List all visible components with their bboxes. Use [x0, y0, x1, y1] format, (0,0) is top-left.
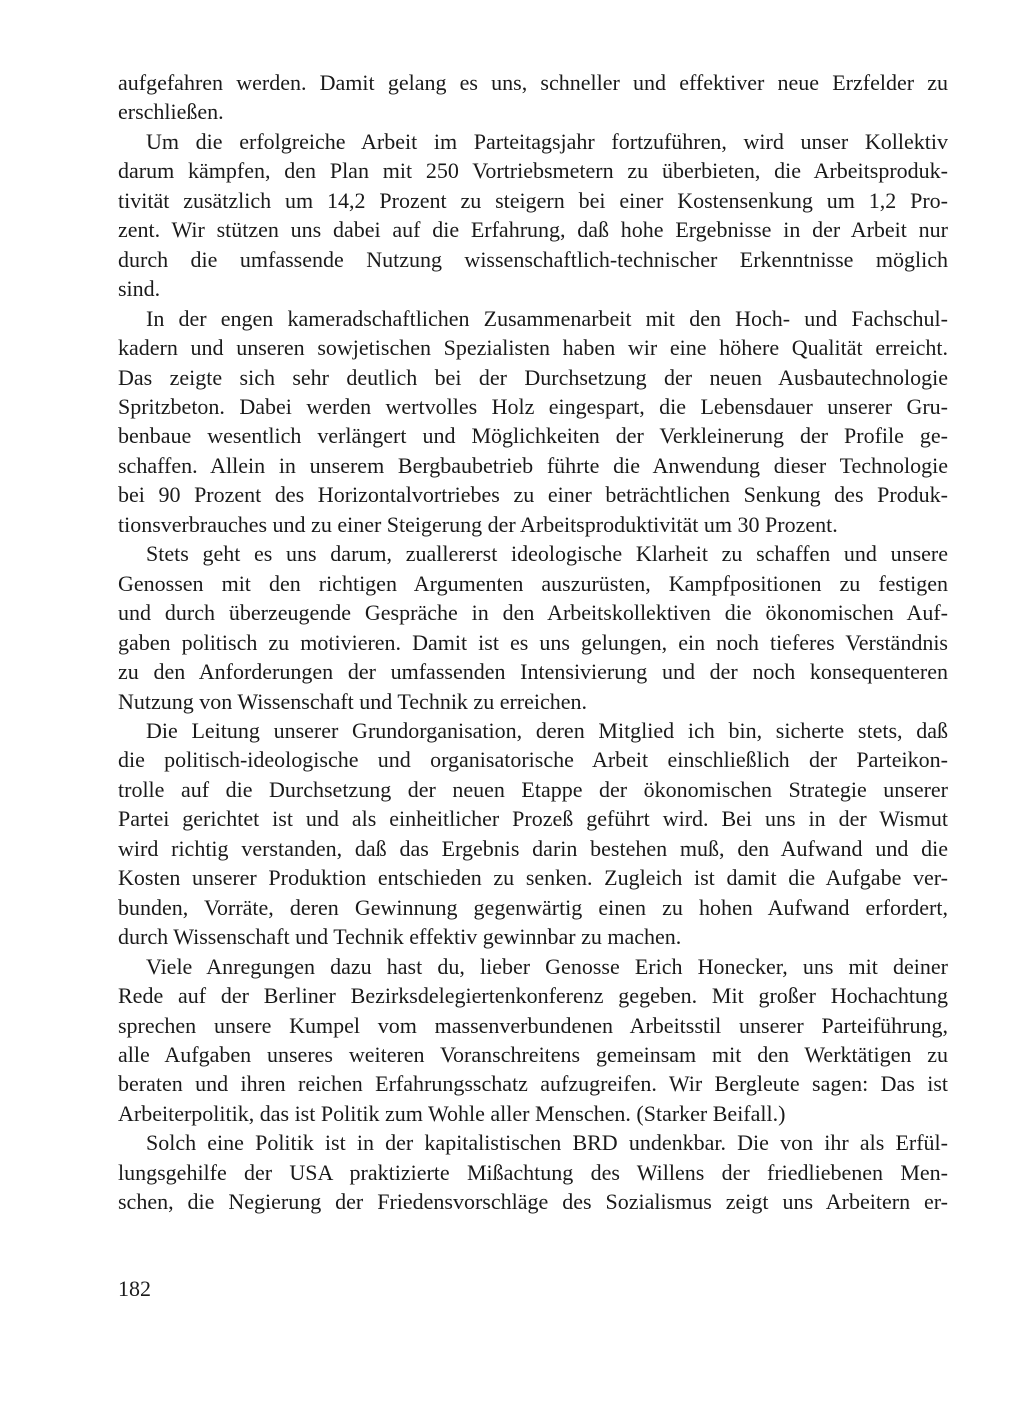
paragraph [118, 539, 948, 716]
text-line: Partei gerichtet ist und als einheitlicher Prozeß geführt wird. Bei uns in der Wismut [118, 806, 948, 832]
text-line: tivität zusätzlich um 14,2 Prozent zu steigern bei einer Kostensenkung um 1,2 Pro- [118, 187, 948, 213]
text-line: aufgefahren werden. Damit gelang es uns, schneller und effektiver neue Erzfelder zu [118, 70, 948, 95]
text-line: bei 90 Prozent des Horizontalvortriebes zu einer beträchtlichen Senkung des Produk- [118, 482, 948, 508]
paragraph [118, 1128, 948, 1216]
text-line: Viele Anregungen dazu hast du, lieber Genosse Erich Honecker, uns mit deiner [146, 953, 948, 979]
text-line: gaben politisch zu motivieren. Damit ist es uns gelungen, ein noch tieferes Verständnis [118, 629, 948, 655]
paragraph [118, 304, 948, 540]
paragraph [118, 716, 948, 952]
text-line: schaffen. Allein in unserem Bergbaubetrieb führte die Anwendung dieser Technologie [118, 452, 948, 478]
text-line: Kosten unserer Produktion entschieden zu senken. Zugleich ist damit die Aufgabe ver- [118, 865, 948, 891]
text-line: Die Leitung unserer Grundorganisation, deren Mitglied ich bin, sicherte stets, daß [146, 717, 948, 743]
text-line: In der engen kameradschaftlichen Zusammenarbeit mit den Hoch- und Fachschul- [146, 305, 948, 331]
text-line: Stets geht es uns darum, zuallererst ideologische Klarheit zu schaffen und unsere [146, 541, 948, 567]
text-line: erschließen. [118, 99, 224, 125]
text-line: kadern und unseren sowjetischen Spezialisten haben wir eine höhere Qualität erreicht. [118, 335, 948, 361]
body-text [118, 68, 948, 1217]
paragraph [118, 68, 948, 127]
text-line: tionsverbrauches und zu einer Steigerung der Arbeitsproduktivität um 30 Prozent. [118, 511, 838, 537]
text-line: Genossen mit den richtigen Argumenten auszurüsten, Kampfpositionen zu festigen [118, 570, 948, 596]
text-line: zu den Anforderungen der umfassenden Intensivierung und der noch konsequenteren [118, 659, 948, 685]
text-line: Rede auf der Berliner Bezirksdelegiertenkonferenz gegeben. Mit großer Hochachtung [118, 983, 948, 1009]
text-line: Spritzbeton. Dabei werden wertvolles Holz eingespart, die Lebensdauer unserer Gru- [118, 393, 948, 419]
text-line: zent. Wir stützen uns dabei auf die Erfahrung, daß hohe Ergebnisse in der Arbeit nur [118, 217, 948, 243]
text-line: Solch eine Politik ist in der kapitalistischen BRD undenkbar. Die von ihr als Erfül- [146, 1130, 948, 1156]
text-line: Um die erfolgreiche Arbeit im Parteitagsjahr fortzuführen, wird unser Kollektiv [146, 128, 948, 154]
text-line: sprechen unsere Kumpel vom massenverbundenen Arbeitsstil unserer Parteiführung, [118, 1012, 948, 1038]
text-line: schen, die Negierung der Friedensvorschläge des Sozialismus zeigt uns Arbeitern er- [118, 1189, 948, 1215]
paragraph [118, 952, 948, 1129]
text-line: und durch überzeugende Gespräche in den Arbeitskollektiven die ökonomischen Auf- [118, 600, 948, 626]
text-line: durch die umfassende Nutzung wissenschaftlich-technischer Erkenntnisse möglich [118, 246, 948, 272]
text-line: bunden, Vorräte, deren Gewinnung gegenwärtig einen zu hohen Aufwand erfordert, [118, 894, 948, 920]
text-line: lungsgehilfe der USA praktizierte Mißachtung des Willens der friedliebenen Men- [118, 1159, 948, 1185]
paragraph [118, 127, 948, 304]
text-line: wird richtig verstanden, daß das Ergebnis darin bestehen muß, den Aufwand und die [118, 835, 948, 861]
text-line: trolle auf die Durchsetzung der neuen Etappe der ökonomischen Strategie unserer [118, 776, 948, 802]
text-line: alle Aufgaben unseres weiteren Voranschreitens gemeinsam mit den Werktätigen zu [118, 1041, 948, 1067]
text-line: durch Wissenschaft und Technik effektiv gewinnbar zu machen. [118, 924, 682, 950]
text-line: darum kämpfen, den Plan mit 250 Vortriebsmetern zu überbieten, die Arbeitsproduk- [118, 158, 948, 184]
text-line: benbaue wesentlich verlängert und Möglichkeiten der Verkleinerung der Profile ge- [118, 423, 948, 449]
text-line: Arbeiterpolitik, das ist Politik zum Wohle aller Menschen. (Starker Beifall.) [118, 1100, 786, 1126]
text-line: Das zeigte sich sehr deutlich bei der Durchsetzung der neuen Ausbautechnologie [118, 364, 948, 390]
text-line: Nutzung von Wissenschaft und Technik zu erreichen. [118, 688, 588, 714]
text-line: beraten und ihren reichen Erfahrungsschatz aufzugreifen. Wir Bergleute sagen: Das ist [118, 1071, 948, 1097]
page-number: 182 [118, 1276, 151, 1301]
text-line: sind. [118, 276, 161, 302]
text-line: die politisch-ideologische und organisatorische Arbeit einschließlich der Parteikon- [118, 747, 948, 773]
